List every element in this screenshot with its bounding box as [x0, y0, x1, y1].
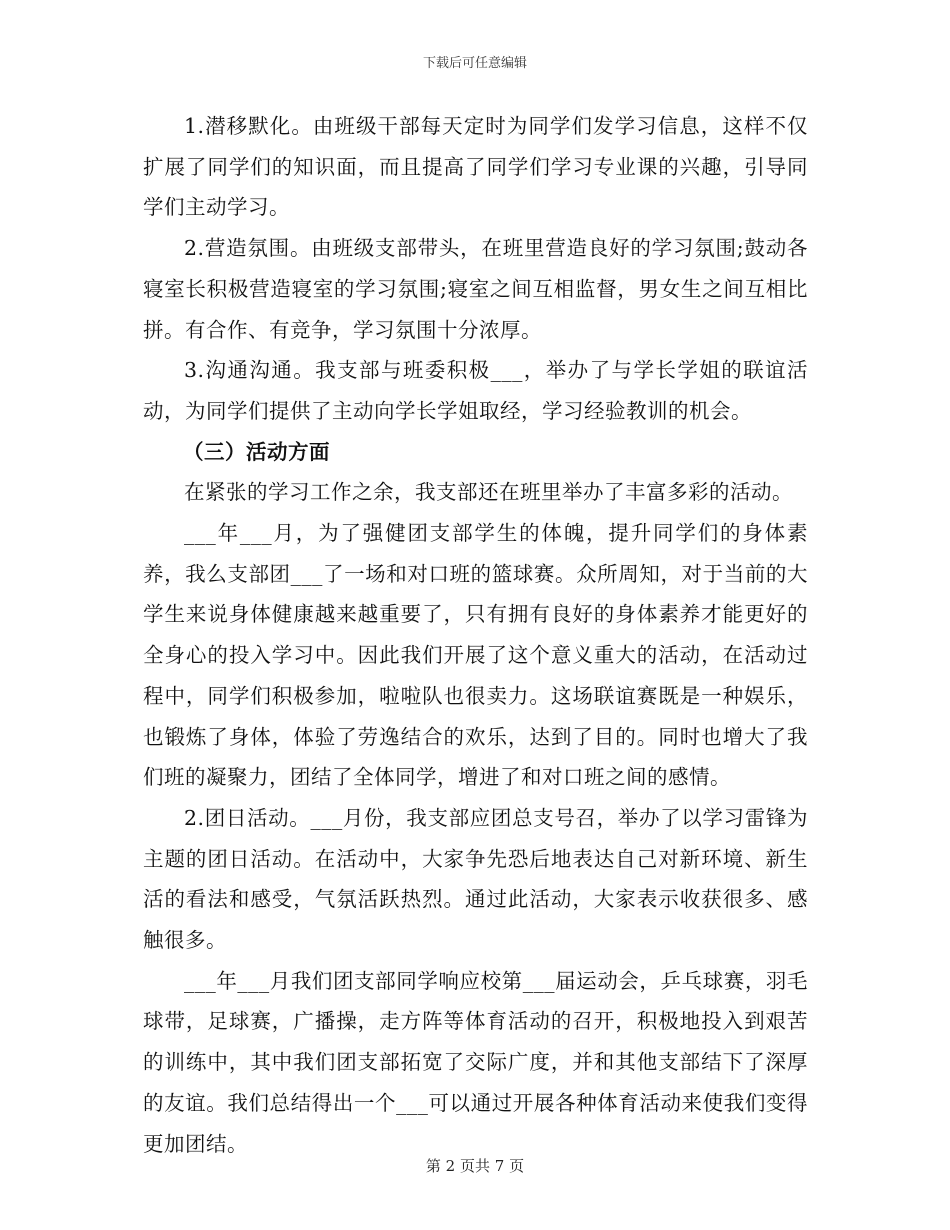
paragraph-2: 2.营造氛围。由班级支部带头，在班里营造良好的学习氛围;鼓动各寝室长积极营造寝室的学习氛围;寝室之间互相监督，男女生之间互相比拼。有合作、有竞争，学习氛围十分浓厚。	[143, 236, 808, 342]
paragraph-5: ___年___月，为了强健团支部学生的体魄，提升同学们的身体素养，我么支部团___了一场和对口班的篮球赛。众所周知，对于当前的大学生来说身体健康越来越重要了，只有拥有良好的身体素养才能更好的全身心的投入学习中。因此我们开展了这个意义重大的活动，在活动过程中，同学们积极参加，啦啦队也很卖力。这场联谊赛既是一种娱乐，也锻炼了身体，体验了劳逸结合的欢乐，达到了目的。同时也增大了我们班的凝聚力，团结了全体同学，增进了和对口班之间的感情。	[143, 521, 808, 790]
paragraph-1: 1.潜移默化。由班级干部每天定时为同学们发学习信息，这样不仅扩展了同学们的知识面，而且提高了同学们学习专业课的兴趣，引导同学们主动学习。	[143, 114, 808, 220]
page-header: 下载后可任意编辑	[422, 56, 527, 71]
paragraph-3: 3.沟通沟通。我支部与班委积极___，举办了与学长学姐的联谊活动，为同学们提供了主动向学长学姐取经，学习经验教训的机会。	[143, 358, 808, 423]
paragraph-4: 在紧张的学习工作之余，我支部还在班里举办了丰富多彩的活动。	[184, 480, 793, 505]
document-body	[143, 106, 808, 1164]
paragraph-7: ___年___月我们团支部同学响应校第___届运动会，乒乓球赛，羽毛球带，足球赛，广播操，走方阵等体育活动的召开，积极地投入到艰苦的训练中，其中我们团支部拓宽了交际广度，并和其他支部结下了深厚的友谊。我们总结得出一个___可以通过开展各种体育活动来使我们变得更加团结。	[143, 968, 808, 1156]
page-number: 第 2 页共 7 页	[425, 1157, 525, 1175]
section-heading: （三）活动方面	[183, 439, 330, 464]
paragraph-6: 2.团日活动。___月份，我支部应团总支号召，举办了以学习雷锋为主题的团日活动。在活动中，大家争先恐后地表达自己对新环境、新生活的看法和感受，气氛活跃热烈。通过此活动，大家表示收获很多、感触很多。	[143, 805, 808, 953]
